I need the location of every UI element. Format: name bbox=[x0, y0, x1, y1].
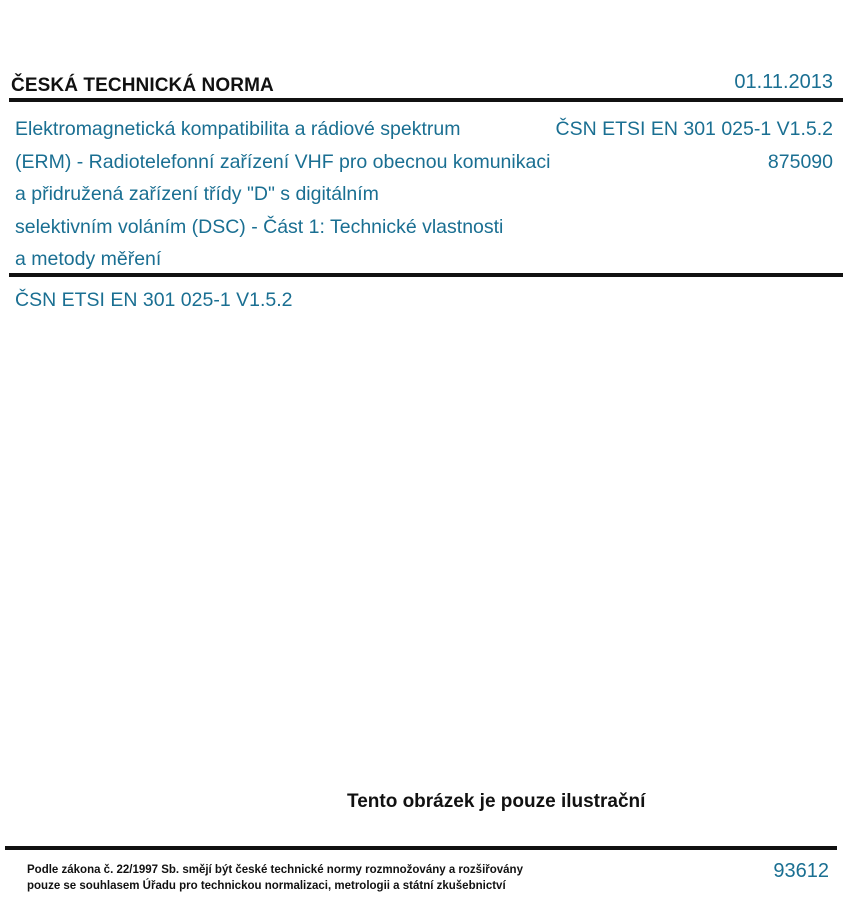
document-type-title: ČESKÁ TECHNICKÁ NORMA bbox=[11, 75, 274, 96]
standard-title-line: (ERM) - Radiotelefonní zařízení VHF pro obecnou komunikaci bbox=[15, 150, 551, 173]
footer-number: 93612 bbox=[773, 860, 829, 882]
standard-title-line: selektivním voláním (DSC) - Část 1: Technické vlastnosti bbox=[15, 215, 504, 238]
publication-date: 01.11.2013 bbox=[734, 71, 833, 93]
standard-title bbox=[15, 113, 551, 276]
standard-code-repeat: ČSN ETSI EN 301 025-1 V1.5.2 bbox=[15, 289, 293, 311]
header-divider bbox=[9, 98, 843, 102]
standard-identifier-block bbox=[556, 113, 833, 178]
standard-title-line: Elektromagnetická kompatibilita a rádiové spektrum bbox=[15, 118, 461, 140]
legal-notice-line: pouze se souhlasem Úřadu pro technickou normalizaci, metrologii a státní zkušebnictví bbox=[27, 880, 506, 892]
legal-notice-line: Podle zákona č. 22/1997 Sb. smějí být české technické normy rozmnožovány a rozšiřovány bbox=[27, 864, 523, 876]
standard-title-line: a přidružená zařízení třídy "D" s digitálním bbox=[15, 183, 379, 205]
footer-divider bbox=[5, 846, 837, 850]
standard-code: ČSN ETSI EN 301 025-1 V1.5.2 bbox=[555, 118, 833, 140]
standard-title-line: a metody měření bbox=[15, 248, 162, 270]
legal-notice bbox=[27, 862, 523, 894]
illustration-note: Tento obrázek je pouze ilustrační bbox=[347, 791, 646, 812]
catalog-number: 875090 bbox=[767, 150, 833, 173]
title-divider bbox=[9, 273, 843, 277]
